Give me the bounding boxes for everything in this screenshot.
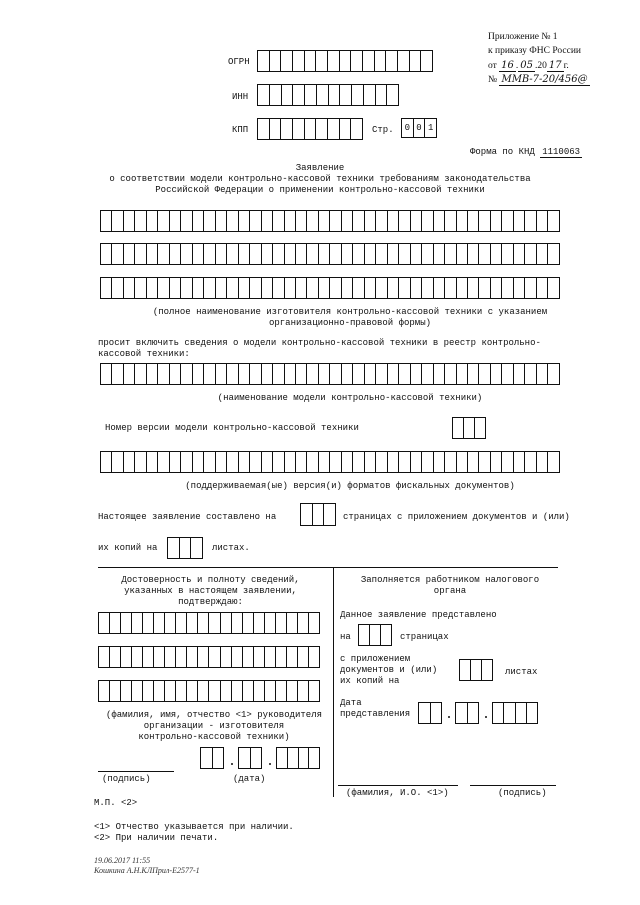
right-attach-line2: документов и (или) [340, 665, 438, 675]
inn-label: ИНН [232, 92, 249, 102]
statement-sheets-field[interactable] [167, 537, 203, 559]
kpp-label: КПП [232, 125, 249, 135]
version-label: Номер версии модели контрольно-кассовой техники [105, 423, 359, 433]
received-date-year[interactable] [492, 702, 538, 724]
left-heading-line2: указанных в настоящем заявлении, [124, 586, 297, 596]
manufacturer-caption-line2: организационно-правовой формы) [268, 318, 432, 328]
right-on-label: на [340, 632, 351, 642]
footnote-2: <2> При наличии печати. [94, 833, 219, 843]
request-line2: кассовой техники: [98, 349, 190, 359]
fiscal-formats-caption: (поддерживаемая(ые) версия(и) форматов фискальных документов) [185, 481, 515, 491]
title-line3: Российской Федерации о применении контрольно-кассовой техники [155, 185, 485, 195]
left-date-year[interactable] [276, 747, 320, 769]
title-line2: о соответствии модели контрольно-кассовой техники требованиям законодательства [109, 174, 531, 184]
received-sheets-field[interactable] [459, 659, 493, 681]
form-code [470, 147, 582, 157]
right-sign-label: (подпись) [498, 788, 547, 798]
left-date-day[interactable] [200, 747, 224, 769]
page-digit-2: 0 [413, 119, 425, 137]
right-heading-line1: Заполняется работником налогового [360, 575, 540, 585]
bottom-block-top-border [98, 567, 558, 568]
ogrn-label: ОГРН [228, 57, 250, 67]
page-number-field[interactable] [401, 118, 437, 138]
kpp-field[interactable] [257, 118, 363, 140]
right-pages-label: страницах [400, 632, 449, 642]
received-date-month[interactable] [455, 702, 479, 724]
page-label: Стр. [372, 125, 394, 135]
fiscal-formats-field[interactable] [100, 451, 560, 473]
appendix-year-suffix: г. [563, 61, 569, 71]
left-caption-line1: (фамилия, имя, отчество <1> руководителя [105, 710, 323, 720]
right-date-line2: представления [340, 709, 411, 719]
right-fio-line [338, 785, 458, 786]
appendix-line2: к приказу ФНС России [488, 46, 581, 56]
appendix-year: 17 [548, 60, 562, 71]
signer-name-row-3[interactable] [98, 680, 320, 702]
left-heading-line1: Достоверность и полноту сведений, [121, 575, 300, 585]
received-pages-field[interactable] [358, 624, 392, 646]
right-date-line1: Дата [340, 698, 362, 708]
version-field[interactable] [452, 417, 486, 439]
page-digit-3: 1 [424, 119, 436, 137]
appendix-line1: Приложение № 1 [488, 32, 558, 42]
footnote-1: <1> Отчество указывается при наличии. [94, 822, 294, 832]
pages-statement-suffix: страницах с приложением документов и (или) [343, 512, 570, 522]
form-code-label: Форма по КНД [470, 147, 535, 157]
inn-field[interactable] [257, 84, 399, 106]
right-sheets-label: листах [505, 667, 538, 677]
left-sign-label: (подпись) [102, 774, 151, 784]
left-caption-line3: контрольно-кассовой техники) [138, 732, 290, 742]
left-date-month[interactable] [238, 747, 262, 769]
page-digit-1: 0 [404, 123, 411, 133]
right-signature-line [470, 785, 556, 786]
pages-statement-prefix: Настоящее заявление составлено на [98, 512, 277, 522]
manufacturer-caption-line1: (полное наименование изготовителя контрольно-кассовой техники с указанием [152, 307, 548, 317]
statement-pages-field[interactable] [300, 503, 336, 526]
appendix-year-prefix: 20 [537, 61, 547, 71]
model-name-field[interactable] [100, 363, 560, 385]
form-code-value: 1110063 [542, 147, 581, 157]
pages-statement-line2-prefix: их копий на [98, 543, 158, 553]
left-date-label: (дата) [233, 774, 266, 784]
right-fio-label: (фамилия, И.О. <1>) [346, 788, 449, 798]
right-attach-line3: их копий на [340, 676, 400, 686]
signer-name-row-2[interactable] [98, 646, 320, 668]
signer-name-row-1[interactable] [98, 612, 320, 634]
appendix-number [488, 74, 590, 85]
appendix-number-value: ММВ-7-20/456@ [501, 74, 588, 85]
appendix-day: 16 [501, 60, 514, 71]
manufacturer-name-row-2[interactable] [100, 243, 560, 265]
appendix-date-prefix: от [488, 61, 497, 71]
pages-statement-line2-suffix: листах. [212, 543, 250, 553]
right-presented-label: Данное заявление представлено [340, 610, 497, 620]
footer-author: Кошкина А.Н.КЛПрил-Е2577-1 [94, 866, 200, 875]
left-signature-line [98, 771, 174, 772]
left-heading-line3: подтверждаю: [178, 597, 243, 607]
title-line1: Заявление [295, 163, 345, 173]
ogrn-field[interactable] [257, 50, 433, 72]
appendix-date: от 16 . 05 .20 17 г. [488, 60, 569, 71]
appendix-month: 05 [520, 60, 533, 71]
appendix-number-prefix: № [488, 75, 498, 85]
right-attach-line1: с приложением [340, 654, 411, 664]
manufacturer-name-row-3[interactable] [100, 277, 560, 299]
right-heading-line2: органа [433, 586, 467, 596]
footer-timestamp: 19.06.2017 11:55 [94, 856, 151, 865]
bottom-block-divider [333, 567, 334, 797]
left-caption-line2: организации - изготовителя [143, 721, 285, 731]
received-date-day[interactable] [418, 702, 442, 724]
model-caption: (наименование модели контрольно-кассовой техники) [217, 393, 483, 403]
stamp-label: М.П. <2> [94, 798, 138, 808]
manufacturer-name-row-1[interactable] [100, 210, 560, 232]
request-line1: просит включить сведения о модели контрольно-кассовой техники в реестр контрольно- [98, 338, 541, 348]
